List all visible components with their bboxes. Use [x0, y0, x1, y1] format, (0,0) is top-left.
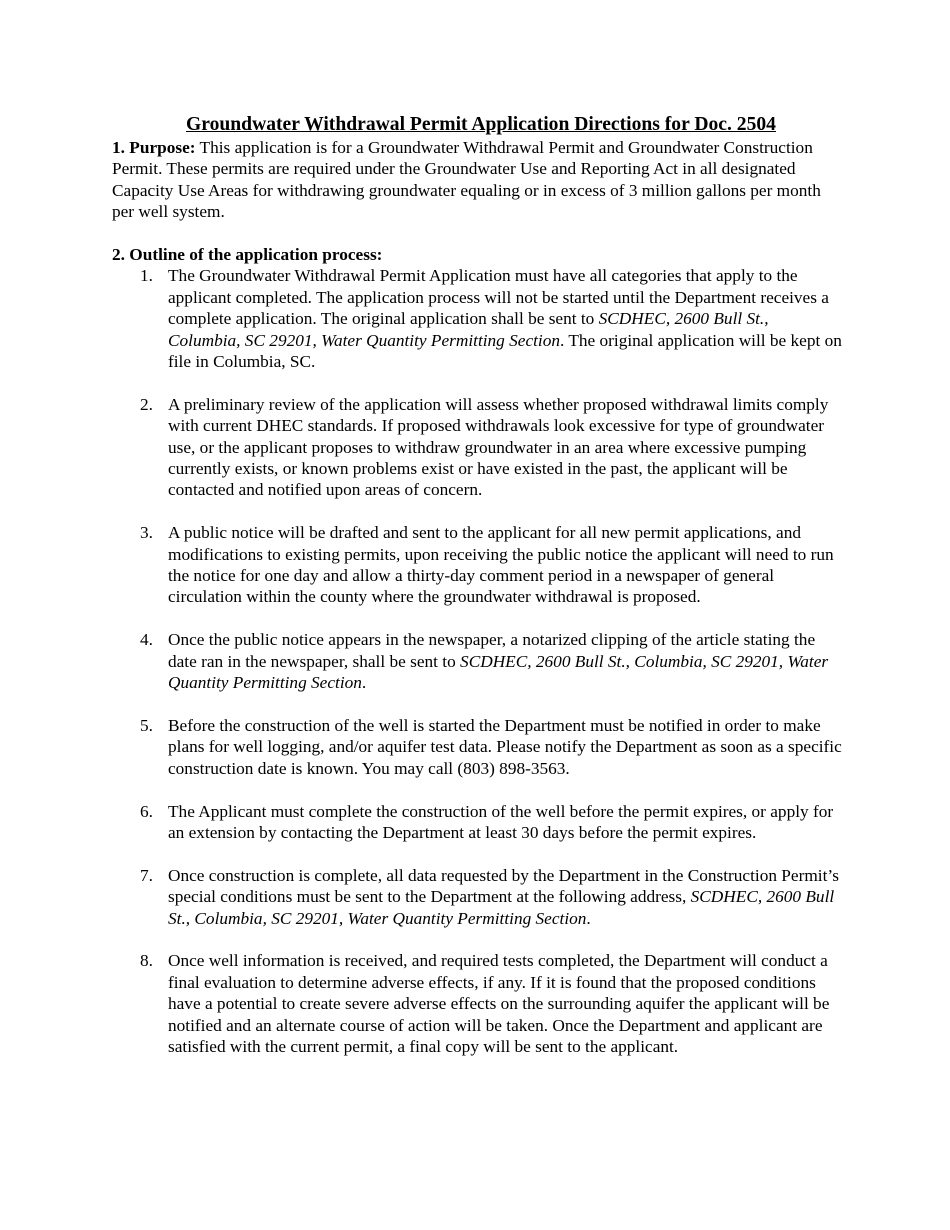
list-item-number: 6.: [140, 801, 153, 821]
list-item-number: 8.: [140, 951, 153, 971]
list-item-address: SCDHEC, 2600 Bull St., Columbia, SC 29201, Water Quantity Permitting Section: [168, 651, 829, 693]
list-item-text-after: . The original application will be kept on file in Columbia, SC.: [168, 330, 842, 372]
outline-list: [112, 265, 842, 1057]
list-item-text-after: .: [586, 908, 591, 928]
list-item: [112, 801, 842, 844]
list-item: [112, 522, 842, 608]
list-item-number: 5.: [140, 715, 153, 735]
list-item-address: SCDHEC, 2600 Bull St., Columbia, SC 29201, Water Quantity Permitting Section: [168, 309, 769, 350]
list-item-text: The Applicant must complete the construction of the well before the permit expires, or apply for an extension by contacting the Department at least 30 days before the permit expires.: [168, 801, 834, 842]
list-item-text: Once well information is received, and required tests completed, the Department will conduct a final evaluation to determine adverse effects, if any. If it is found that the proposed conditions have a potential to create severe adverse effects on the surrounding aquifer the applicant will be notified and an alternate course of action will be taken. Once the Department and applicant are satisfied with the current permit, a final copy will be sent to the applicant.: [168, 951, 830, 1056]
list-item-text-after: .: [361, 673, 367, 693]
purpose-paragraph: [112, 137, 842, 223]
list-item-text: Once the public notice appears in the newspaper, a notarized clipping of the article stating the date ran in the newspaper, shall be sent to: [168, 630, 816, 671]
list-item-text: Once construction is complete, all data requested by the Department in the Construction Permit’s special conditions must be sent to the Department at the following address,: [168, 865, 839, 907]
list-item: [112, 394, 842, 501]
list-item-text: A preliminary review of the application will assess whether proposed withdrawal limits comply with current DHEC standards. If proposed withdrawals look excessive for type of groundwater use, or the applicant proposes to withdraw groundwater in an area where excessive pumping currently exists, or known problems exist or have existed in the past, the applicant will be contacted and notified upon areas of concern.: [168, 394, 829, 500]
list-item: [112, 265, 842, 372]
purpose-text: This application is for a Groundwater Withdrawal Permit and Groundwater Construction Permit. These permits are required under the Groundwater Use and Reporting Act in all designated Capacity Use Areas for withdrawing groundwater equaling or in excess of 3 million gallons per month per well system.: [112, 138, 821, 222]
list-item-text: The Groundwater Withdrawal Permit Application must have all categories that apply to the applicant completed. The application process will not be started until the Department receives a complete application. The original application shall be sent to: [168, 266, 829, 329]
spacer: [112, 223, 842, 244]
list-item-address: SCDHEC, 2600 Bull St., Columbia, SC 29201, Water Quantity Permitting Section: [168, 887, 835, 928]
list-item: [112, 629, 842, 693]
list-item-number: 4.: [140, 630, 153, 650]
list-item-number: 7.: [140, 865, 153, 885]
list-item-number: 1.: [140, 266, 153, 286]
list-item: [112, 950, 842, 1057]
list-item: [112, 865, 842, 929]
list-item-number: 2.: [140, 394, 153, 414]
document-page: [112, 113, 842, 1057]
list-item: [112, 715, 842, 779]
document-title: Groundwater Withdrawal Permit Application Directions for Doc. 2504: [186, 114, 776, 135]
list-item-text: A public notice will be drafted and sent to the applicant for all new permit applications, and modifications to existing permits, upon receiving the public notice the applicant will need to run the notice for one day and allow a thirty-day comment period in a newspaper of general circulation within the county where the groundwater withdrawal is proposed.: [168, 523, 834, 607]
outline-heading: 2. Outline of the application process:: [112, 245, 383, 265]
purpose-label: 1. Purpose:: [112, 138, 196, 157]
list-item-number: 3.: [140, 523, 153, 543]
list-item-text: Before the construction of the well is started the Department must be notified in order to make plans for well logging, and/or aquifer test data. Please notify the Department as soon as a specific construction date is known. You may call (803) 898-3563.: [168, 715, 842, 778]
